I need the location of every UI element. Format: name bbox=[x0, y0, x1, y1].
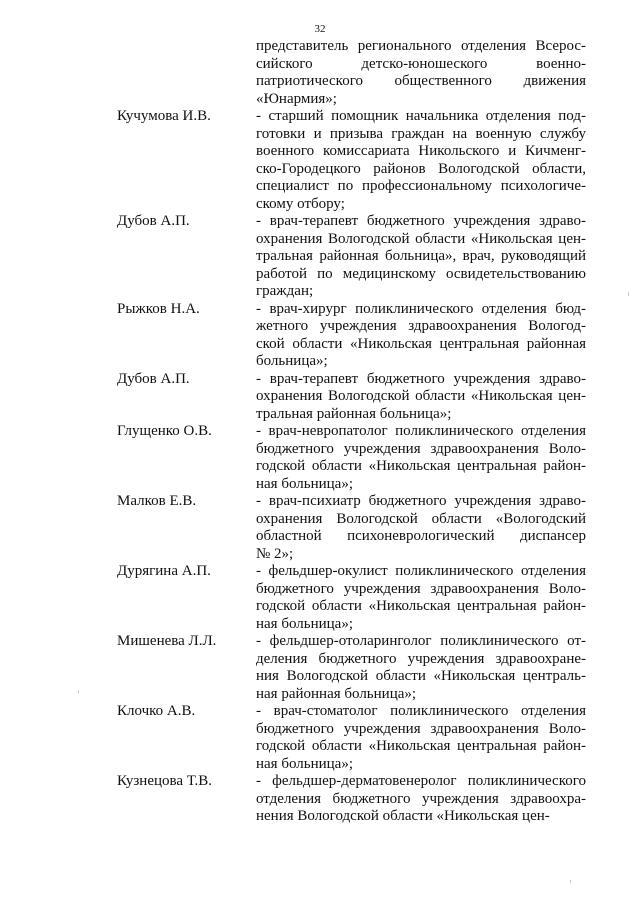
position-line: - фельдшер-дерматовенеролог поликлинического bbox=[256, 773, 586, 789]
position-line: представитель регионального отделения Всерос- bbox=[256, 38, 586, 54]
position-line: ско-Городецкого районов Вологодской области, bbox=[256, 160, 586, 177]
position-line: охранения Вологодской области «Вологодский bbox=[256, 510, 586, 527]
position-line: деления бюджетного учреждения здравоохране- bbox=[256, 650, 586, 667]
position-line: работой по медицинскому освидетельствованию bbox=[256, 265, 586, 282]
member-position bbox=[256, 108, 586, 213]
member-name: Кузнецова Т.В. bbox=[117, 773, 212, 789]
position-line: ния Вологодской области «Никольская централь- bbox=[256, 668, 586, 684]
position-line: жетного учреждения здравоохранения Вологод- bbox=[256, 318, 586, 334]
position-line: охранения Вологодской области «Никольская цен- bbox=[256, 388, 586, 404]
position-line: тральная районная больница», врач, руководящий bbox=[256, 248, 586, 264]
position-line: - врач-хирург поликлинического отделения бюд- bbox=[256, 300, 586, 317]
member-entry bbox=[0, 703, 640, 773]
position-line: - врач-терапевт бюджетного учреждения здраво- bbox=[256, 213, 586, 229]
member-position bbox=[256, 371, 586, 424]
position-line: бюджетного учреждения здравоохранения Воло- bbox=[256, 720, 586, 737]
member-entry bbox=[0, 301, 640, 371]
position-line: граждан; bbox=[256, 283, 314, 299]
member-entry bbox=[0, 633, 640, 703]
position-line: бюджетного учреждения здравоохранения Воло- bbox=[256, 580, 586, 597]
position-line: - фельдшер-отоларинголог поликлинического от- bbox=[256, 633, 586, 649]
position-line: тральная районная больница»; bbox=[256, 405, 452, 422]
position-line: готовки и призыва граждан на военную службу bbox=[256, 125, 586, 142]
position-line: охранения Вологодской области «Никольская цен- bbox=[256, 230, 586, 247]
position-line: ная районная больница»; bbox=[256, 685, 417, 702]
position-line: ная больница»; bbox=[256, 755, 354, 772]
member-entry bbox=[0, 108, 640, 213]
member-entry bbox=[0, 423, 640, 493]
position-line: годской области «Никольская центральная район- bbox=[256, 738, 586, 754]
member-name: Дурягина А.П. bbox=[117, 563, 211, 579]
position-line: годской области «Никольская центральная район- bbox=[256, 598, 586, 614]
member-position bbox=[256, 773, 586, 826]
page-number: 32 bbox=[314, 23, 326, 35]
member-name: Дубов А.П. bbox=[117, 213, 190, 229]
position-line: патриотического общественного движения bbox=[256, 73, 586, 89]
position-line: - старший помощник начальника отделения под- bbox=[256, 108, 586, 124]
position-line: «Юнармия»; bbox=[256, 90, 337, 107]
member-position bbox=[256, 301, 586, 371]
member-position bbox=[256, 703, 586, 773]
position-line: - врач-психиатр бюджетного учреждения здраво- bbox=[256, 493, 586, 509]
member-position bbox=[256, 423, 586, 493]
member-position bbox=[256, 213, 586, 301]
member-name: Глущенко О.В. bbox=[117, 423, 212, 439]
member-entry bbox=[0, 563, 640, 633]
member-position bbox=[256, 493, 586, 563]
member-position bbox=[256, 563, 586, 633]
member-name: Рыжков Н.А. bbox=[117, 300, 200, 317]
scan-artifact bbox=[628, 292, 629, 296]
member-name: Клочко А.В. bbox=[117, 703, 196, 719]
position-line: - врач-терапевт бюджетного учреждения здраво- bbox=[256, 370, 586, 387]
position-line: бюджетного учреждения здравоохранения Воло- bbox=[256, 440, 586, 457]
member-name: Мишенева Л.Л. bbox=[117, 633, 217, 649]
scan-artifact bbox=[78, 690, 79, 693]
position-line: отделения бюджетного учреждения здравоохра- bbox=[256, 790, 586, 807]
member-entry bbox=[0, 38, 640, 108]
position-line: - фельдшер-окулист поликлинического отделения bbox=[256, 563, 586, 579]
position-line: скому отбору; bbox=[256, 195, 345, 212]
member-entry bbox=[0, 493, 640, 563]
member-entry bbox=[0, 773, 640, 826]
position-line: ная больница»; bbox=[256, 615, 354, 632]
position-line: ная больница»; bbox=[256, 475, 354, 492]
member-entry bbox=[0, 213, 640, 301]
position-line: ской области «Никольская центральная районная bbox=[256, 335, 586, 352]
member-name: Малков Е.В. bbox=[117, 493, 197, 509]
position-line: годской области «Никольская центральная район- bbox=[256, 458, 586, 474]
member-entry bbox=[0, 371, 640, 424]
position-line: больница»; bbox=[256, 353, 328, 369]
position-line: нения Вологодской области «Никольская цен- bbox=[256, 808, 550, 824]
position-line: военного комиссариата Никольского и Кичменг- bbox=[256, 143, 586, 159]
scan-artifact bbox=[570, 880, 571, 883]
member-name: Дубов А.П. bbox=[117, 370, 190, 387]
position-line: № 2»; bbox=[256, 545, 294, 562]
position-line: сийского детско-юношеского военно- bbox=[256, 55, 586, 72]
member-name: Кучумова И.В. bbox=[117, 108, 211, 124]
position-line: - врач-стоматолог поликлинического отделения bbox=[256, 703, 586, 719]
member-position bbox=[256, 633, 586, 703]
member-position bbox=[256, 38, 586, 108]
position-line: областной психоневрологический диспансер bbox=[256, 528, 586, 544]
position-line: специалист по профессиональному психологиче- bbox=[256, 178, 586, 194]
commission-member-list bbox=[0, 38, 640, 826]
position-line: - врач-невропатолог поликлинического отделения bbox=[256, 423, 586, 439]
